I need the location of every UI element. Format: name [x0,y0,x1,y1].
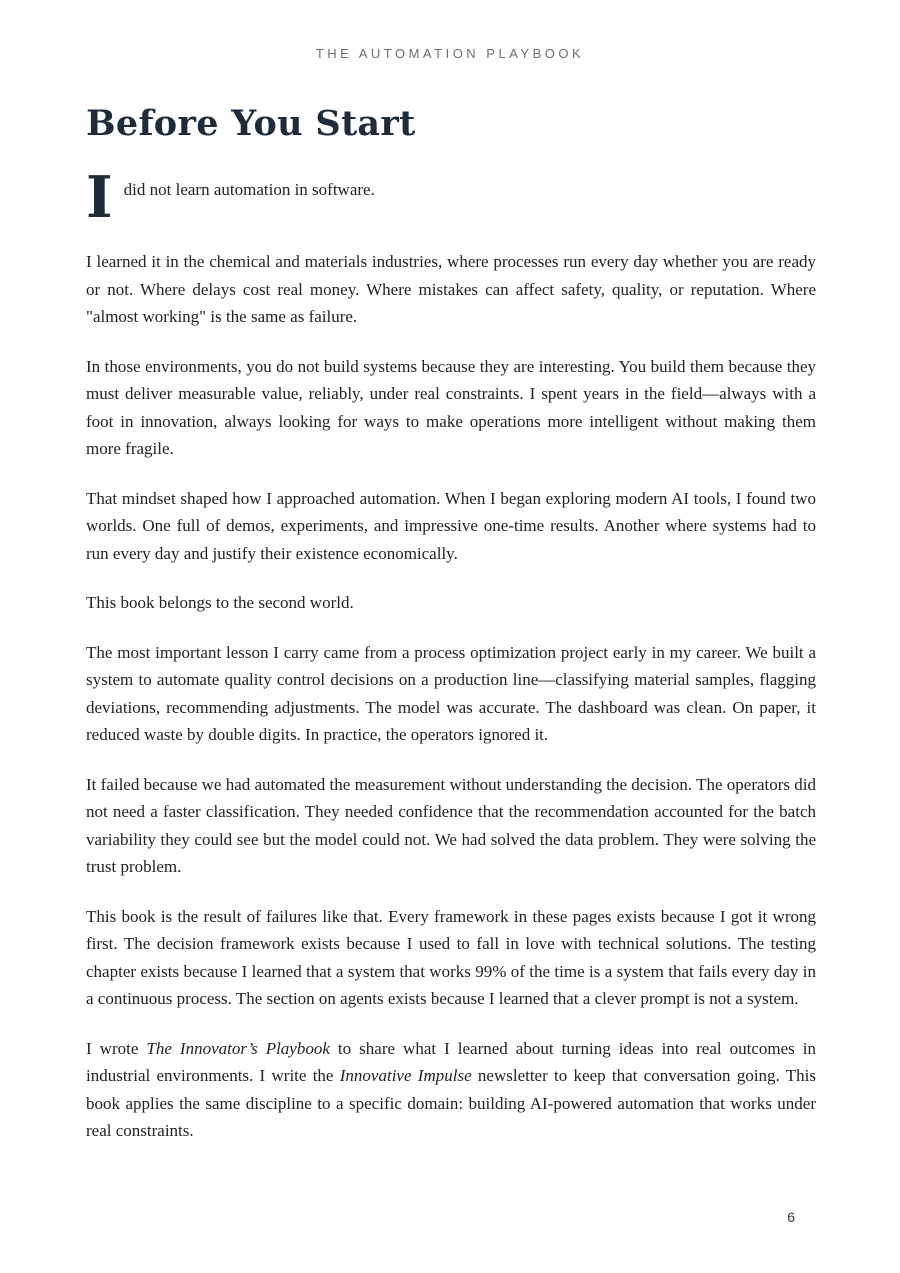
text-run: This book belongs to the second world. [86,593,354,612]
running-head: THE AUTOMATION PLAYBOOK [315,46,585,61]
paragraph [86,1035,816,1145]
opening-text: did not learn automation in software. [123,180,375,199]
text-run: I learned it in the chemical and materials industries, where processes run every day whether you are ready or not. Where delays cost real money. Where mistakes can affect safety, quality, or reputation. Where "almost working" is the same as failure. [86,252,816,326]
text-run: The most important lesson I carry came from a process optimization project early in my career. We built a system to automate quality control decisions on a production line—classifying material samples, flagging deviations, recommending adjustments. The model was accurate. The dashboard was clean. On paper, it reduced waste by double digits. In practice, the operators ignored it. [86,642,816,744]
body-paragraphs [86,248,816,1145]
paragraph [86,903,816,1013]
paragraph [86,485,816,568]
page-number: 6 [787,1209,795,1225]
paragraph [86,589,816,617]
drop-cap: I [86,164,113,231]
paragraph [86,639,816,749]
paragraph [86,771,816,881]
text-run: That mindset shaped how I approached automation. When I began exploring modern AI tools, I found two worlds. One full of demos, experiments, and impressive one-time results. Another where systems had to run every day and justify their existence economically. [86,488,816,563]
paragraph [86,353,816,463]
text-run: newsletter to keep that conversation going. This book applies the same discipline to a specific domain: building AI-powered automation that works under real constraints. [86,1066,816,1140]
text-run: It failed because we had automated the measurement without understanding the decision. The operators did not need a faster classification. They needed confidence that the recommendation accounted for the batch variability they could see but the model could not. We had solved the data problem. They were solving the trust problem. [86,774,816,876]
text-run: This book is the result of failures like that. Every framework in these pages exists because I got it wrong first. The decision framework exists because I used to fall in love with technical solutions. The testing chapter exists because I learned that a system that works 99% of the time is a system that fails every day in a continuous process. The section on agents exists because I learned that a clever prompt is not a system. [86,906,816,1008]
italic-book-title: Innovative Impulse [339,1066,472,1085]
paragraph [86,248,816,331]
text-run: to share what I learned about turning ideas into real outcomes in industrial environments. I write the [86,1038,817,1085]
opening-paragraph [86,164,816,231]
italic-book-title: The Innovator’s Playbook [146,1038,330,1058]
text-run: In those environments, you do not build systems because they are interesting. You build them because they must deliver measurable value, reliably, under real constraints. I spent years in the field—always with a foot in innovation, always looking for ways to make operations more intelligent without making them more fragile. [86,356,816,458]
text-run: I wrote [86,1038,147,1058]
chapter-title: Before You Start [86,103,416,144]
